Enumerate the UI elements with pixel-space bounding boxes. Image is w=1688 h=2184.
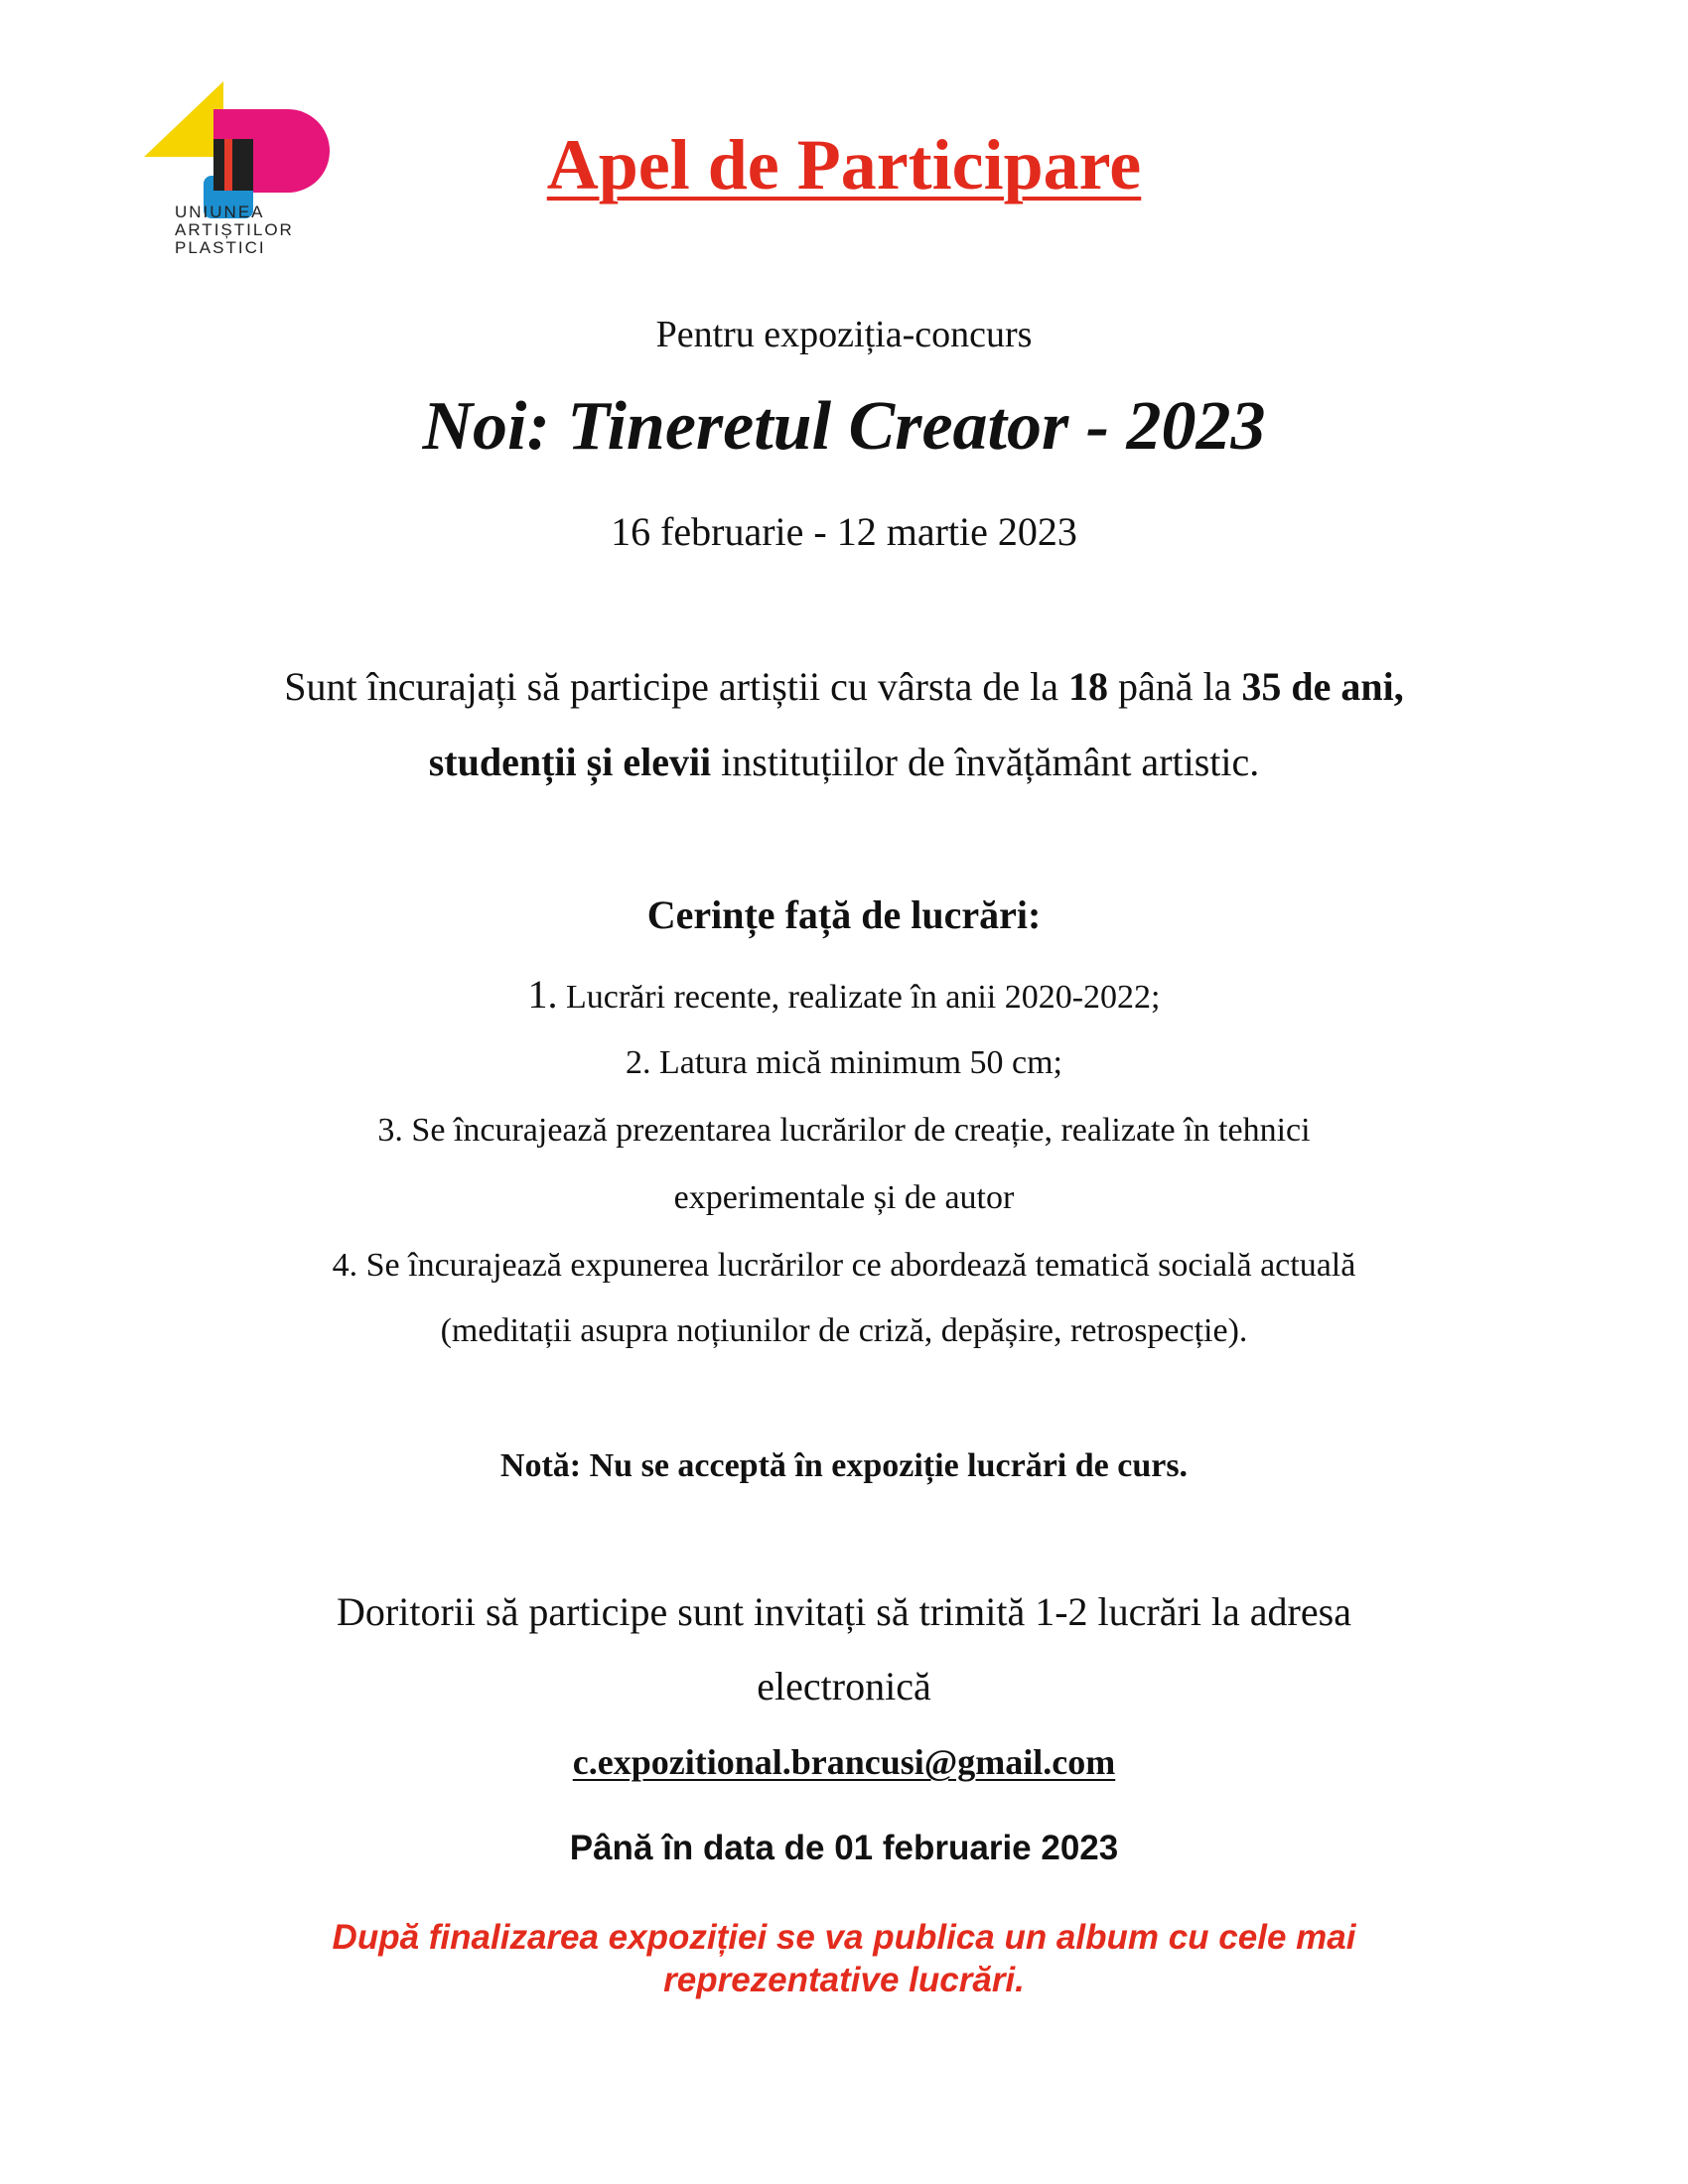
submission-text-continued: electronică — [757, 1664, 931, 1708]
eligibility-text: Sunt încurajați să participe artiștii cu vârsta de la — [284, 664, 1068, 709]
submission-deadline: Până în data de 01 februarie 2023 — [569, 1829, 1119, 1867]
requirement-item-3-continued: experimentale și de autor — [673, 1179, 1015, 1216]
intro-text: Pentru expoziția-concurs — [655, 314, 1033, 355]
album-notice: După finalizarea expoziției se va publica un album cu cele mai — [332, 1918, 1356, 1957]
max-age: 35 de ani, — [1241, 664, 1404, 709]
event-title: Noi: Tineretul Creator - 2023 — [422, 388, 1266, 465]
event-dates: 16 februarie - 12 martie 2023 — [611, 509, 1077, 554]
eligibility-line-1 — [0, 663, 1688, 710]
requirement-item-3: 3. Se încurajează prezentarea lucrărilor de creație, realizate în tehnici — [377, 1112, 1311, 1149]
requirement-number: 1. — [527, 972, 558, 1017]
eligible-groups: studenții și elevii — [428, 740, 712, 784]
requirement-item-4-continued: (meditații asupra noțiunilor de criză, depășire, retrospecție). — [440, 1312, 1248, 1349]
album-notice-continued: reprezentative lucrări. — [663, 1961, 1025, 1999]
contact-email-link[interactable]: c.expozitional.brancusi@gmail.com — [572, 1742, 1116, 1782]
logo-wordmark — [175, 204, 294, 257]
requirements-heading: Cerințe față de lucrări: — [646, 892, 1042, 937]
note-text: Notă: Nu se acceptă în expoziție lucrări de curs. — [499, 1447, 1189, 1484]
eligibility-text: instituțiilor de învățământ artistic. — [711, 740, 1260, 784]
eligibility-line-2 — [0, 739, 1688, 785]
requirement-item-4: 4. Se încurajează expunerea lucrărilor ce abordează tematică socială actuală — [332, 1247, 1356, 1284]
logo-line: UNIUNEA — [175, 203, 265, 221]
submission-text: Doritorii să participe sunt invitați să trimită 1-2 lucrări la adresa — [337, 1589, 1351, 1634]
requirement-text: Lucrări recente, realizate în anii 2020-2022; — [557, 979, 1161, 1016]
requirement-item-1 — [0, 971, 1688, 1018]
min-age: 18 — [1068, 664, 1108, 709]
logo-line: ARTIȘTILOR — [175, 220, 294, 239]
page-title: Apel de Participare — [546, 125, 1142, 205]
eligibility-text: până la — [1108, 664, 1242, 709]
requirement-item-2: 2. Latura mică minimum 50 cm; — [625, 1044, 1062, 1081]
logo-line: PLASTICI — [175, 238, 266, 257]
